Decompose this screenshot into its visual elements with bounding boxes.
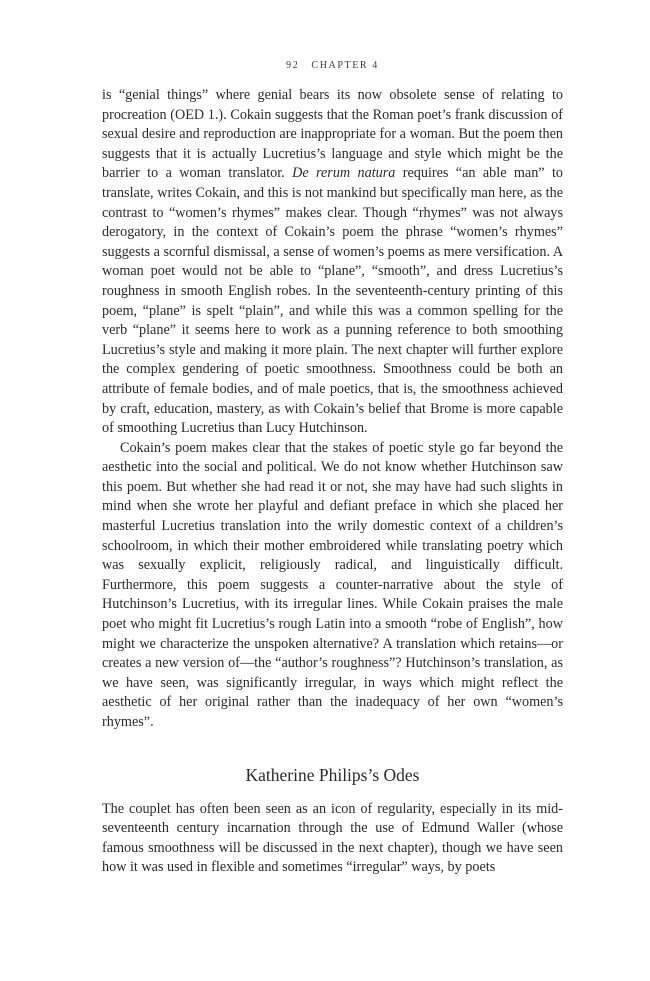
body-paragraph-3: The couplet has often been seen as an icon of regularity, especially in its mid-seventeenth century incarnation through the use of Edmund Waller (whose famous smoothness will be discussed in the next chapter), though we have seen how it was used in flexible and sometimes “irregular” ways, by poets	[102, 800, 563, 876]
book-page	[102, 60, 563, 878]
paragraph-1-text-b: requires “an able man” to translate, writes Cokain, and this is not mankind but specifically man here, as the contrast to “women’s rhymes” makes clear. Though “rhymes” was not always derogatory, in the context of Cokain’s poem the phrase “women’s rhymes” suggests a scornful dismissal, a sense of women’s poems as mere versification. A woman poet would not be able to “plane”, “smooth”, and dress Lucretius’s roughness in smooth English robes. In the seventeenth-century printing of this poem, “plane” is spelt “plain”, and while this was a common spelling for the verb “plane” it seems here to work as a punning reference to both smoothing Lucretius’s style and making it more plain. The next chapter will further explore the complex gendering of poetic smoothness. Smoothness could be both an attribute of female bodies, and of male poetics, that is, the smoothness achieved by craft, education, mastery, as with Cokain’s belief that Brome is more capable of smoothing Lucretius than Lucy Hutchinson.	[102, 165, 564, 437]
work-title-italic: De rerum natura	[292, 165, 396, 182]
chapter-label: CHAPTER 4	[311, 60, 379, 71]
running-head	[102, 60, 563, 71]
paragraph-1-text-a: is “genial things” where genial bears its now obsolete sense of relating to procreation (OED 1.). Cokain suggests that the Roman poet’s frank discussion of sexual desire and reproduction are inappropriate for a woman. But the poem then suggests that it is actually Lucretius’s language and style which might be the barrier to a woman translator.	[102, 87, 563, 182]
page-number: 92	[286, 60, 300, 71]
section-heading: Katherine Philips’s Odes	[245, 764, 420, 785]
body-paragraph-1	[102, 86, 563, 439]
body-paragraph-2: Cokain’s poem makes clear that the stakes of poetic style go far beyond the aesthetic into the social and political. We do not know whether Hutchinson saw this poem. But whether she had read it or not, she may have had such slights in mind when she wrote her playful and defiant preface in which she placed her masterful Lucretius translation into the wrily domestic context of a children’s schoolroom, in which their mother embroidered while translating poetry which was sexually explicit, religiously radical, and linguistically difficult. Furthermore, this poem suggests a counter-narrative about the style of Hutchinson’s Lucretius, with its irregular lines. While Cokain praises the male poet who might fit Lucretius’s rough Latin into a smooth “robe of English”, how might we characterize the unspoken alternative? A translation which retains—or creates a new version of—the “author’s roughness”? Hutchinson’s translation, as we have seen, was significantly irregular, in ways which might reflect the aesthetic of her original rather than the inadequacy of her own “women’s rhymes”.	[102, 439, 563, 730]
